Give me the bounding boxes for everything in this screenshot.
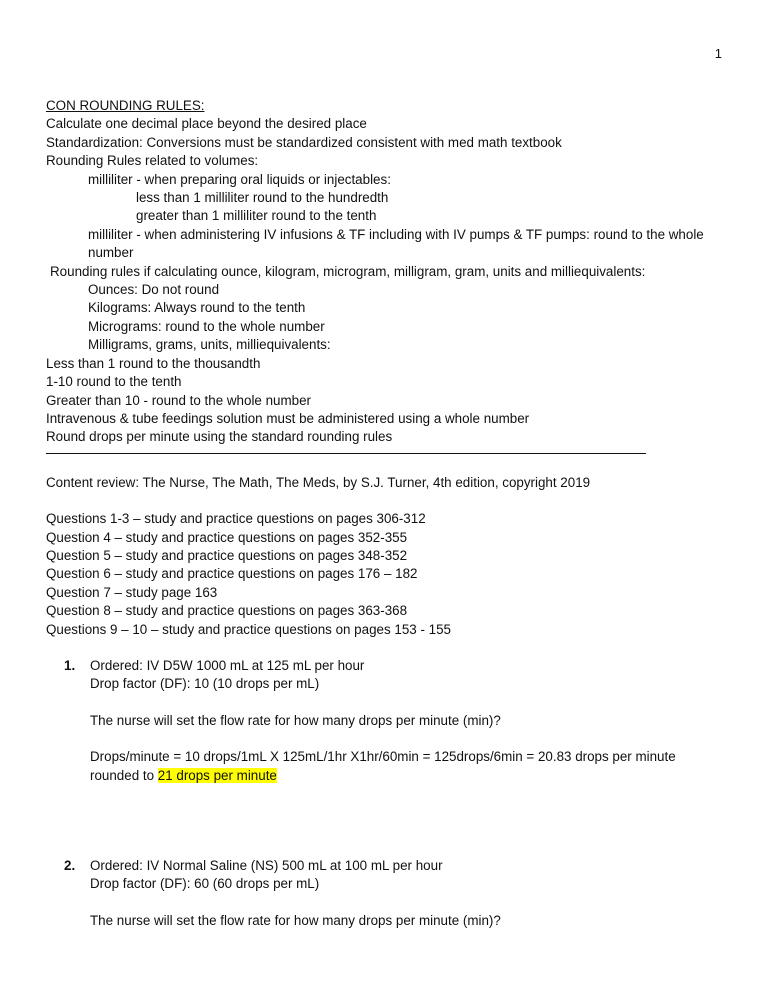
rule-line: 1-10 round to the tenth [46, 374, 182, 390]
rule-line: Calculate one decimal place beyond the desired place [46, 116, 367, 132]
q1-calculation: Drops/minute = 10 drops/1mL X 125mL/1hr X1hr/60min = 125drops/6min = 20.83 drops per minute [90, 749, 676, 765]
study-line: Question 7 – study page 163 [46, 584, 218, 600]
rule-line: Rounding Rules related to volumes: [46, 153, 259, 169]
study-line: Questions 1-3 – study and practice questions on pages 306-312 [46, 511, 426, 527]
question-1 [46, 657, 726, 785]
q1-rounded-prefix: rounded to [90, 767, 158, 783]
ml-oral-rule: milliliter - when preparing oral liquids or injectables: [88, 171, 391, 187]
study-line: Question 6 – study and practice questions on pages 176 – 182 [46, 566, 418, 582]
rule-line: Less than 1 round to the thousandth [46, 355, 261, 371]
page-number: 1 [714, 46, 722, 61]
q2-drop-factor: Drop factor (DF): 60 (60 drops per mL) [90, 876, 320, 892]
kilograms-rule: Kilograms: Always round to the tenth [88, 300, 306, 316]
question-2 [46, 857, 726, 930]
q1-ordered: Ordered: IV D5W 1000 mL at 125 mL per hour [90, 657, 365, 673]
q2-question: The nurse will set the flow rate for how many drops per minute (min)? [90, 912, 501, 928]
question-number: 2. [64, 858, 76, 873]
study-line: Question 4 – study and practice questions on pages 352-355 [46, 529, 408, 545]
rule-line: Greater than 10 - round to the whole number [46, 392, 311, 408]
ounces-rule: Ounces: Do not round [88, 282, 220, 298]
mg-units-rule: Milligrams, grams, units, milliequivalents: [88, 337, 331, 353]
q1-drop-factor: Drop factor (DF): 10 (10 drops per mL) [90, 676, 320, 692]
ml-greater-rule: greater than 1 milliliter round to the tenth [136, 208, 377, 224]
rule-line: Intravenous & tube feedings solution must be administered using a whole number [46, 410, 530, 426]
study-line: Questions 9 – 10 – study and practice questions on pages 153 - 155 [46, 621, 451, 637]
ml-iv-rule: milliliter - when administering IV infusions & TF including with IV pumps & TF pumps: round to the whole number [88, 226, 704, 261]
study-line: Question 8 – study and practice questions on pages 363-368 [46, 603, 408, 619]
study-line: Question 5 – study and practice questions on pages 348-352 [46, 547, 408, 563]
rule-line: Standardization: Conversions must be standardized consistent with med math textbook [46, 134, 562, 150]
micrograms-rule: Micrograms: round to the whole number [88, 318, 325, 334]
document-body [46, 97, 726, 930]
content-review: Content review: The Nurse, The Math, The Meds, by S.J. Turner, 4th edition, copyright 2019 [46, 474, 591, 490]
ml-less-rule: less than 1 milliliter round to the hundredth [136, 190, 389, 206]
q1-answer-highlight: 21 drops per minute [157, 767, 277, 783]
question-number: 1. [64, 657, 76, 673]
rule-line: Round drops per minute using the standard rounding rules [46, 429, 393, 445]
q2-ordered: Ordered: IV Normal Saline (NS) 500 mL at 100 mL per hour [90, 858, 443, 873]
q1-answer-line [90, 767, 726, 785]
units-heading: Rounding rules if calculating ounce, kilogram, microgram, milligram, gram, units and milliequivalents: [50, 263, 646, 279]
q1-question: The nurse will set the flow rate for how many drops per minute (min)? [90, 712, 501, 728]
horizontal-divider [46, 453, 646, 454]
rounding-rules-heading: CON ROUNDING RULES: [46, 98, 205, 113]
